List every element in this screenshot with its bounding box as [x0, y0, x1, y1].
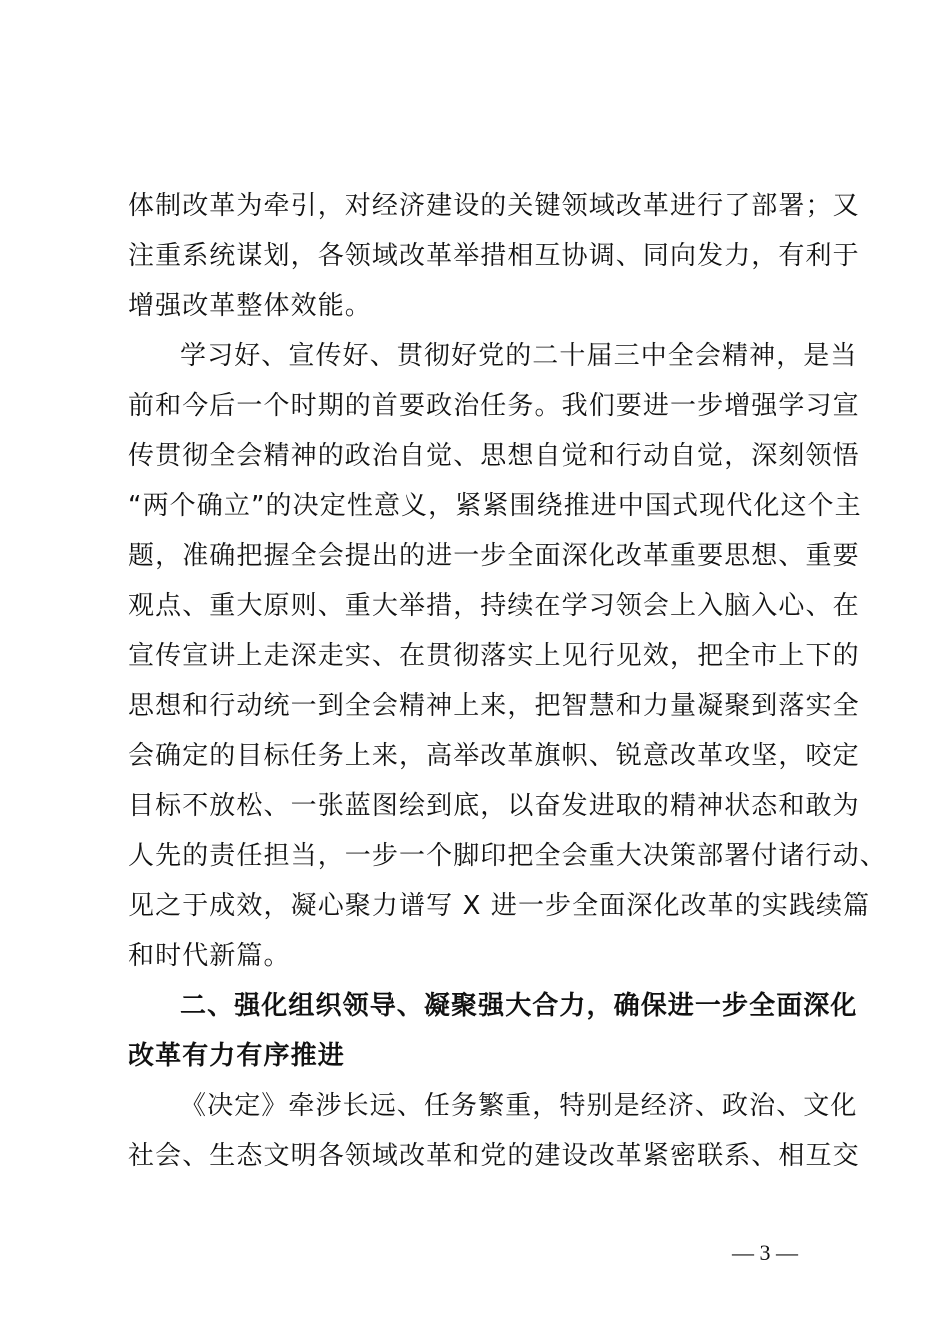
text-line: 和时代新篇。	[128, 941, 291, 971]
text-line: 宣传宣讲上走深走实、在贯彻落实上见行见效，把全市上下的	[128, 641, 860, 671]
text-line: 目标不放松、一张蓝图绘到底，以奋发进取的精神状态和敢为	[128, 791, 860, 821]
text-line: 会确定的目标任务上来，高举改革旗帜、锐意改革攻坚，咬定	[128, 741, 860, 771]
text-line: 思想和行动统一到全会精神上来，把智慧和力量凝聚到落实全	[128, 691, 860, 721]
text-line: 见之于成效，凝心聚力谱写 X 进一步全面深化改革的实践续篇	[128, 891, 871, 921]
text-line: 人先的责任担当，一步一个脚印把全会重大决策部署付诸行动、	[128, 841, 887, 871]
text-line: “两个确立”的决定性意义，紧紧围绕推进中国式现代化这个主	[128, 491, 862, 521]
text-line: 前和今后一个时期的首要政治任务。我们要进一步增强学习宣	[128, 391, 860, 421]
page-number: — 3 —	[732, 1240, 798, 1265]
text-line: 观点、重大原则、重大举措，持续在学习领会上入脑入心、在	[128, 591, 860, 621]
text-line: 《决定》牵涉长远、任务繁重，特别是经济、政治、文化	[180, 1091, 858, 1121]
text-line: 社会、生态文明各领域改革和党的建设改革紧密联系、相互交	[128, 1141, 860, 1171]
text-line: 体制改革为牵引，对经济建设的关键领域改革进行了部署；又	[128, 191, 860, 221]
section-heading-line: 改革有力有序推进	[128, 1041, 345, 1071]
text-line: 注重系统谋划，各领域改革举措相互协调、同向发力，有利于	[128, 241, 860, 271]
section-heading-line: 二、强化组织领导、凝聚强大合力，确保进一步全面深化	[180, 991, 858, 1021]
text-line: 学习好、宣传好、贯彻好党的二十届三中全会精神，是当	[180, 341, 858, 371]
text-line: 题，准确把握全会提出的进一步全面深化改革重要思想、重要	[128, 541, 860, 571]
text-line: 增强改革整体效能。	[128, 291, 372, 321]
text-line: 传贯彻全会精神的政治自觉、思想自觉和行动自觉，深刻领悟	[128, 441, 860, 471]
